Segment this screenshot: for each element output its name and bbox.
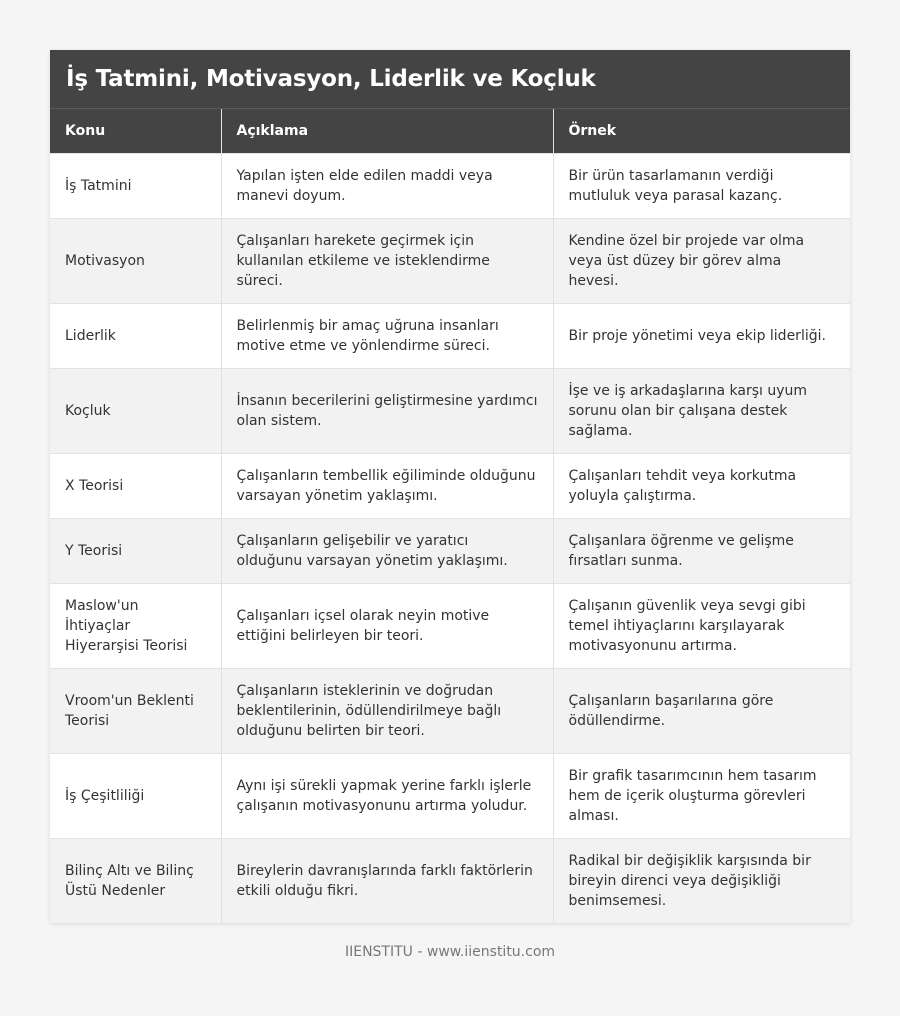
cell-example: Kendine özel bir projede var olma veya üst düzey bir görev alma hevesi. [553,219,850,304]
cell-description: Çalışanların tembellik eğiliminde olduğunu varsayan yönetim yaklaşımı. [221,454,553,519]
cell-topic: İş Tatmini [50,154,221,219]
header-row [50,109,850,154]
cell-example: İşe ve iş arkadaşlarına karşı uyum sorunu olan bir çalışana destek sağlama. [553,369,850,454]
cell-topic: İş Çeşitliliği [50,754,221,839]
cell-example: Radikal bir değişiklik karşısında bir bireyin direnci veya değişikliği benimsemesi. [553,839,850,924]
cell-description: Çalışanları içsel olarak neyin motive ettiğini belirleyen bir teori. [221,584,553,669]
cell-description: İnsanın becerilerini geliştirmesine yardımcı olan sistem. [221,369,553,454]
table-row [50,754,850,839]
data-table [50,108,850,923]
cell-description: Aynı işi sürekli yapmak yerine farklı işlerle çalışanın motivasyonunu artırma yoludur. [221,754,553,839]
cell-topic: Y Teorisi [50,519,221,584]
cell-topic: Maslow'un İhtiyaçlar Hiyerarşisi Teorisi [50,584,221,669]
table-row [50,154,850,219]
table-row [50,369,850,454]
table-row [50,839,850,924]
table-card [50,50,850,923]
column-header-topic: Konu [50,109,221,154]
cell-topic: Koçluk [50,369,221,454]
table-row [50,669,850,754]
cell-description: Çalışanların isteklerinin ve doğrudan beklentilerinin, ödüllendirilmeye bağlı olduğunu belirten bir teori. [221,669,553,754]
cell-description: Yapılan işten elde edilen maddi veya manevi doyum. [221,154,553,219]
cell-topic: X Teorisi [50,454,221,519]
cell-topic: Liderlik [50,304,221,369]
table-row [50,454,850,519]
cell-example: Çalışanlara öğrenme ve gelişme fırsatları sunma. [553,519,850,584]
cell-topic: Bilinç Altı ve Bilinç Üstü Nedenler [50,839,221,924]
column-header-example: Örnek [553,109,850,154]
cell-example: Çalışanın güvenlik veya sevgi gibi temel ihtiyaçlarını karşılayarak motivasyonunu artırma. [553,584,850,669]
table-title: İş Tatmini, Motivasyon, Liderlik ve Koçluk [50,50,850,108]
table-row [50,304,850,369]
table-row [50,584,850,669]
cell-topic: Motivasyon [50,219,221,304]
table-row [50,519,850,584]
cell-description: Çalışanların gelişebilir ve yaratıcı olduğunu varsayan yönetim yaklaşımı. [221,519,553,584]
table-row [50,219,850,304]
cell-example: Çalışanları tehdit veya korkutma yoluyla çalıştırma. [553,454,850,519]
cell-example: Çalışanların başarılarına göre ödüllendirme. [553,669,850,754]
cell-description: Belirlenmiş bir amaç uğruna insanları motive etme ve yönlendirme süreci. [221,304,553,369]
cell-topic: Vroom'un Beklenti Teorisi [50,669,221,754]
cell-example: Bir ürün tasarlamanın verdiği mutluluk veya parasal kazanç. [553,154,850,219]
cell-example: Bir proje yönetimi veya ekip liderliği. [553,304,850,369]
column-header-description: Açıklama [221,109,553,154]
cell-description: Bireylerin davranışlarında farklı faktörlerin etkili olduğu fikri. [221,839,553,924]
cell-description: Çalışanları harekete geçirmek için kullanılan etkileme ve isteklendirme süreci. [221,219,553,304]
footer-credit: IIENSTITU - www.iienstitu.com [344,944,556,960]
cell-example: Bir grafik tasarımcının hem tasarım hem de içerik oluşturma görevleri alması. [553,754,850,839]
